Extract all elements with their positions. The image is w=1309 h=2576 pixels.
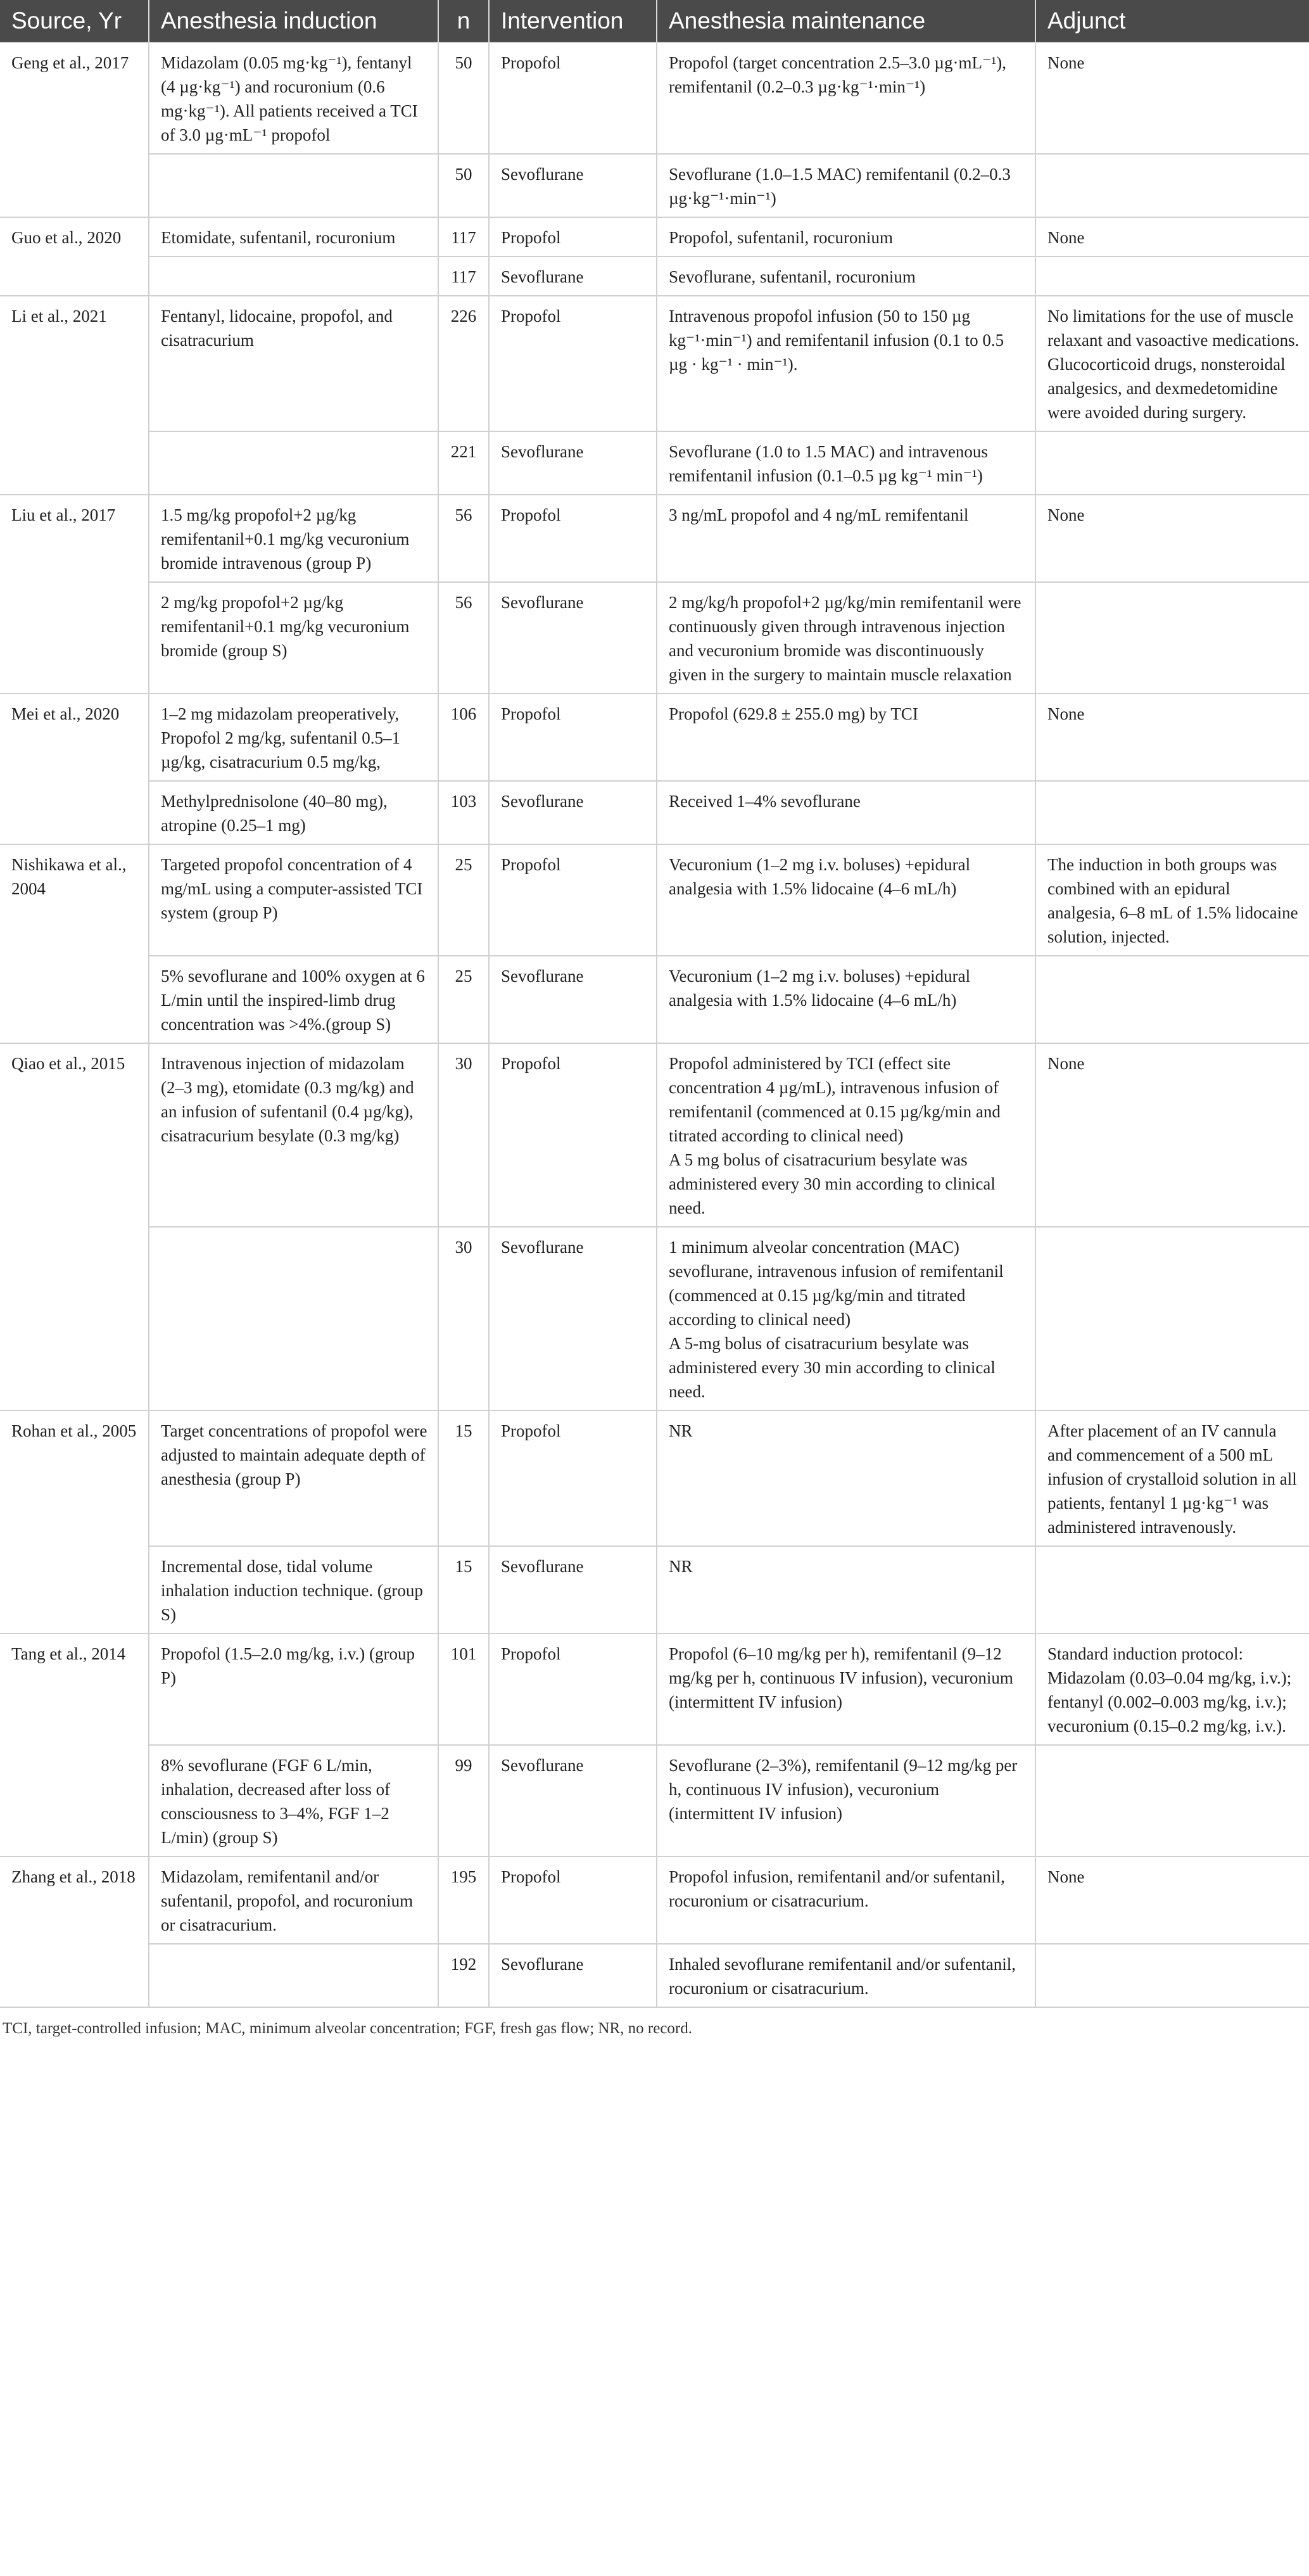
adjunct-cell: The induction in both groups was combined with an epidural analgesia, 6–8 mL of 1.5% lidocaine solution, injected.	[1035, 844, 1309, 956]
n-cell: 103	[438, 781, 489, 844]
induction-cell: Etomidate, sufentanil, rocuronium	[149, 217, 438, 257]
maintenance-cell: Inhaled sevoflurane remifentanil and/or sufentanil, rocuronium or cisatracurium.	[657, 1944, 1035, 2007]
maintenance-cell: 1 minimum alveolar concentration (MAC) sevoflurane, intravenous infusion of remifentanil (commenced at 0.15 µg/kg/min and titrated according to clinical need) A 5-mg bolus of cisatracurium besylate was administered every 30 min according to clinical need.	[657, 1227, 1035, 1411]
adjunct-cell-empty	[1035, 431, 1309, 495]
n-cell: 30	[438, 1227, 489, 1411]
intervention-cell: Propofol	[489, 1411, 657, 1546]
maintenance-cell: Propofol, sufentanil, rocuronium	[657, 217, 1035, 257]
induction-cell: Intravenous injection of midazolam (2–3 mg), etomidate (0.3 mg/kg) and an infusion of sufentanil (0.4 µg/kg), cisatracurium besylate (0.3 mg/kg)	[149, 1043, 438, 1227]
adjunct-cell: None	[1035, 495, 1309, 582]
induction-cell: 5% sevoflurane and 100% oxygen at 6 L/min until the inspired-limb drug concentration was >4%.(group S)	[149, 956, 438, 1043]
induction-cell	[149, 1944, 438, 2007]
table-row	[0, 1634, 1309, 1745]
intervention-cell: Propofol	[489, 217, 657, 257]
intervention-cell: Sevoflurane	[489, 431, 657, 495]
adjunct-cell: No limitations for the use of muscle relaxant and vasoactive medications. Glucocorticoid drugs, nonsteroidal analgesics, and dexmedetomidine were avoided during surgery.	[1035, 296, 1309, 431]
n-cell: 25	[438, 844, 489, 956]
induction-cell: Fentanyl, lidocaine, propofol, and cisatracurium	[149, 296, 438, 431]
header-source: Source, Yr	[0, 0, 149, 42]
intervention-cell: Sevoflurane	[489, 1546, 657, 1634]
maintenance-cell: Sevoflurane (1.0–1.5 MAC) remifentanil (0.2–0.3 µg·kg⁻¹·min⁻¹)	[657, 154, 1035, 217]
header-n: n	[438, 0, 489, 42]
induction-cell: Targeted propofol concentration of 4 mg/mL using a computer-assisted TCI system (group P)	[149, 844, 438, 956]
adjunct-cell-empty	[1035, 257, 1309, 296]
source-cell: Geng et al., 2017	[0, 42, 149, 217]
intervention-cell: Sevoflurane	[489, 1227, 657, 1411]
table-row	[0, 1227, 1309, 1411]
intervention-cell: Propofol	[489, 694, 657, 781]
table-row	[0, 431, 1309, 495]
intervention-cell: Sevoflurane	[489, 1944, 657, 2007]
n-cell: 15	[438, 1411, 489, 1546]
induction-cell	[149, 257, 438, 296]
source-cell: Li et al., 2021	[0, 296, 149, 495]
table-row	[0, 1546, 1309, 1634]
induction-cell	[149, 431, 438, 495]
induction-cell: Propofol (1.5–2.0 mg/kg, i.v.) (group P)	[149, 1634, 438, 1745]
adjunct-cell-empty	[1035, 956, 1309, 1043]
adjunct-cell: After placement of an IV cannula and commencement of a 500 mL infusion of crystalloid solution in all patients, fentanyl 1 µg·kg⁻¹ was administered intravenously.	[1035, 1411, 1309, 1546]
induction-cell: Midazolam, remifentanil and/or sufentanil, propofol, and rocuronium or cisatracurium.	[149, 1856, 438, 1944]
adjunct-cell-empty	[1035, 1944, 1309, 2007]
induction-cell: 1–2 mg midazolam preoperatively, Propofol 2 mg/kg, sufentanil 0.5–1 µg/kg, cisatracurium 0.5 mg/kg,	[149, 694, 438, 781]
maintenance-cell: Propofol (629.8 ± 255.0 mg) by TCI	[657, 694, 1035, 781]
n-cell: 56	[438, 582, 489, 694]
induction-cell: Midazolam (0.05 mg·kg⁻¹), fentanyl (4 µg·kg⁻¹) and rocuronium (0.6 mg·kg⁻¹). All patients received a TCI of 3.0 µg·mL⁻¹ propofol	[149, 42, 438, 154]
n-cell: 99	[438, 1745, 489, 1856]
intervention-cell: Sevoflurane	[489, 956, 657, 1043]
maintenance-cell: 2 mg/kg/h propofol+2 µg/kg/min remifentanil were continuously given through intravenous injection and vecuronium bromide was discontinuously given in the surgery to maintain muscle relaxation	[657, 582, 1035, 694]
adjunct-cell-empty	[1035, 781, 1309, 844]
maintenance-cell: Sevoflurane, sufentanil, rocuronium	[657, 257, 1035, 296]
table-row	[0, 154, 1309, 217]
n-cell: 226	[438, 296, 489, 431]
maintenance-cell: 3 ng/mL propofol and 4 ng/mL remifentanil	[657, 495, 1035, 582]
n-cell: 30	[438, 1043, 489, 1227]
table-row	[0, 694, 1309, 781]
adjunct-cell: None	[1035, 42, 1309, 154]
n-cell: 221	[438, 431, 489, 495]
intervention-cell: Propofol	[489, 844, 657, 956]
maintenance-cell: Propofol infusion, remifentanil and/or sufentanil, rocuronium or cisatracurium.	[657, 1856, 1035, 1944]
intervention-cell: Propofol	[489, 296, 657, 431]
n-cell: 15	[438, 1546, 489, 1634]
source-cell: Tang et al., 2014	[0, 1634, 149, 1856]
maintenance-cell: Sevoflurane (1.0 to 1.5 MAC) and intravenous remifentanil infusion (0.1–0.5 µg kg⁻¹ min⁻¹)	[657, 431, 1035, 495]
induction-cell	[149, 1227, 438, 1411]
header-induction: Anesthesia induction	[149, 0, 438, 42]
maintenance-cell: Vecuronium (1–2 mg i.v. boluses) +epidural analgesia with 1.5% lidocaine (4–6 mL/h)	[657, 844, 1035, 956]
source-cell: Zhang et al., 2018	[0, 1856, 149, 2007]
table-row	[0, 1856, 1309, 1944]
intervention-cell: Sevoflurane	[489, 257, 657, 296]
intervention-cell: Propofol	[489, 1856, 657, 1944]
induction-cell: 8% sevoflurane (FGF 6 L/min, inhalation, decreased after loss of consciousness to 3–4%, FGF 1–2 L/min) (group S)	[149, 1745, 438, 1856]
n-cell: 101	[438, 1634, 489, 1745]
intervention-cell: Propofol	[489, 1634, 657, 1745]
source-cell: Mei et al., 2020	[0, 694, 149, 844]
table-row	[0, 956, 1309, 1043]
induction-cell: Incremental dose, tidal volume inhalation induction technique. (group S)	[149, 1546, 438, 1634]
maintenance-cell: Propofol administered by TCI (effect site concentration 4 µg/mL), intravenous infusion of remifentanil (commenced at 0.15 µg/kg/min and titrated according to clinical need) A 5 mg bolus of cisatracurium besylate was administered every 30 min according to clinical need.	[657, 1043, 1035, 1227]
source-cell: Liu et al., 2017	[0, 495, 149, 694]
source-cell: Qiao et al., 2015	[0, 1043, 149, 1411]
intervention-cell: Propofol	[489, 495, 657, 582]
n-cell: 50	[438, 154, 489, 217]
table-row	[0, 257, 1309, 296]
maintenance-cell: Vecuronium (1–2 mg i.v. boluses) +epidural analgesia with 1.5% lidocaine (4–6 mL/h)	[657, 956, 1035, 1043]
maintenance-cell: Sevoflurane (2–3%), remifentanil (9–12 mg/kg per h, continuous IV infusion), vecuronium (intermittent IV infusion)	[657, 1745, 1035, 1856]
maintenance-cell: Intravenous propofol infusion (50 to 150 µg kg⁻¹·min⁻¹) and remifentanil infusion (0.1 to 0.5 µg · kg⁻¹ · min⁻¹).	[657, 296, 1035, 431]
adjunct-cell: Standard induction protocol: Midazolam (0.03–0.04 mg/kg, i.v.); fentanyl (0.002–0.003 mg/kg, i.v.); vecuronium (0.15–0.2 mg/kg, i.v.).	[1035, 1634, 1309, 1745]
table-row	[0, 495, 1309, 582]
induction-cell: 1.5 mg/kg propofol+2 µg/kg remifentanil+0.1 mg/kg vecuronium bromide intravenous (group P)	[149, 495, 438, 582]
intervention-cell: Sevoflurane	[489, 781, 657, 844]
source-cell: Guo et al., 2020	[0, 217, 149, 296]
table-row	[0, 42, 1309, 154]
adjunct-cell: None	[1035, 694, 1309, 781]
intervention-cell: Propofol	[489, 42, 657, 154]
source-cell: Nishikawa et al., 2004	[0, 844, 149, 1043]
table-body	[0, 42, 1309, 2007]
table-row	[0, 1745, 1309, 1856]
intervention-cell: Sevoflurane	[489, 1745, 657, 1856]
adjunct-cell: None	[1035, 1856, 1309, 1944]
n-cell: 25	[438, 956, 489, 1043]
intervention-cell: Propofol	[489, 1043, 657, 1227]
header-intervention: Intervention	[489, 0, 657, 42]
adjunct-cell-empty	[1035, 1227, 1309, 1411]
maintenance-cell: NR	[657, 1411, 1035, 1546]
table-row	[0, 844, 1309, 956]
maintenance-cell: Propofol (6–10 mg/kg per h), remifentanil (9–12 mg/kg per h, continuous IV infusion), vecuronium (intermittent IV infusion)	[657, 1634, 1035, 1745]
n-cell: 56	[438, 495, 489, 582]
n-cell: 117	[438, 257, 489, 296]
n-cell: 50	[438, 42, 489, 154]
maintenance-cell: NR	[657, 1546, 1035, 1634]
adjunct-cell: None	[1035, 1043, 1309, 1227]
table-row	[0, 582, 1309, 694]
table-row	[0, 1411, 1309, 1546]
table-footnote: TCI, target-controlled infusion; MAC, minimum alveolar concentration; FGF, fresh gas flow; NR, no record.	[3, 2020, 692, 2037]
adjunct-cell-empty	[1035, 582, 1309, 694]
intervention-cell: Sevoflurane	[489, 582, 657, 694]
adjunct-cell-empty	[1035, 1546, 1309, 1634]
adjunct-cell-empty	[1035, 1745, 1309, 1856]
header-adjunct: Adjunct	[1035, 0, 1309, 42]
table-row	[0, 217, 1309, 257]
adjunct-cell-empty	[1035, 154, 1309, 217]
induction-cell: Methylprednisolone (40–80 mg), atropine (0.25–1 mg)	[149, 781, 438, 844]
table-row	[0, 1043, 1309, 1227]
header-maintenance: Anesthesia maintenance	[657, 0, 1035, 42]
maintenance-cell: Received 1–4% sevoflurane	[657, 781, 1035, 844]
n-cell: 195	[438, 1856, 489, 1944]
table-header-row	[0, 0, 1309, 42]
n-cell: 117	[438, 217, 489, 257]
induction-cell	[149, 154, 438, 217]
table-row	[0, 1944, 1309, 2007]
n-cell: 192	[438, 1944, 489, 2007]
table-row	[0, 781, 1309, 844]
table-row	[0, 296, 1309, 431]
maintenance-cell: Propofol (target concentration 2.5–3.0 µg·mL⁻¹), remifentanil (0.2–0.3 µg·kg⁻¹·min⁻¹)	[657, 42, 1035, 154]
induction-cell: Target concentrations of propofol were adjusted to maintain adequate depth of anesthesia (group P)	[149, 1411, 438, 1546]
adjunct-cell: None	[1035, 217, 1309, 257]
induction-cell: 2 mg/kg propofol+2 µg/kg remifentanil+0.1 mg/kg vecuronium bromide (group S)	[149, 582, 438, 694]
intervention-cell: Sevoflurane	[489, 154, 657, 217]
n-cell: 106	[438, 694, 489, 781]
source-cell: Rohan et al., 2005	[0, 1411, 149, 1634]
